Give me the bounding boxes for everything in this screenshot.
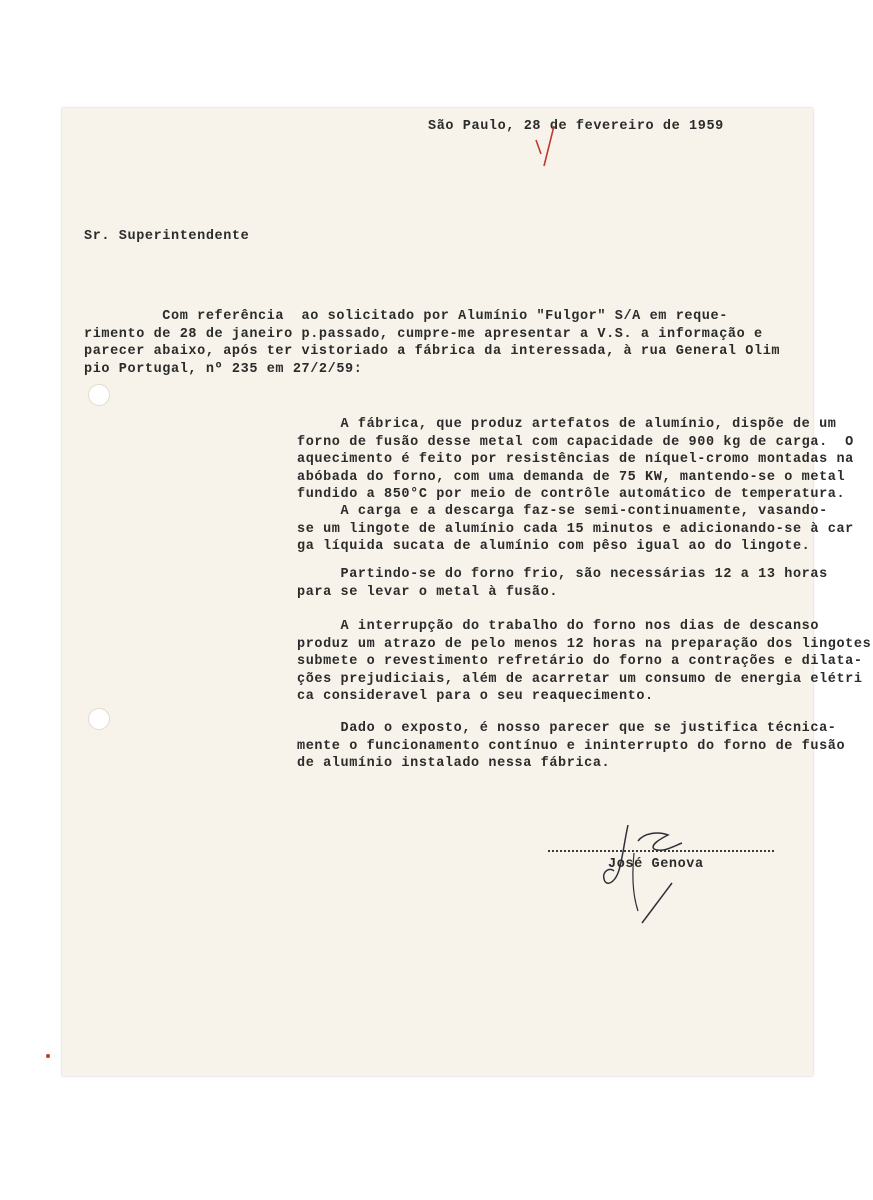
paragraph-heating-time: Partindo-se do forno frio, são necessárias 12 a 13 horas para se levar o metal à fusão. bbox=[297, 567, 828, 600]
paragraph-furnace-description: A fábrica, que produz artefatos de alumínio, dispõe de um forno de fusão desse metal com capacidade de 900 kg de carga. O aquecimento é feito por resistências de níquel-cromo montadas na abóbada do forno, com uma demanda de 75 KW, mantendo-se o metal fundido a 850°C por meio de contrôle automático de temperatura. bbox=[297, 417, 854, 502]
signer-name: José Genova bbox=[608, 857, 704, 872]
salutation: Sr. Superintendente bbox=[84, 229, 250, 244]
letter-page bbox=[62, 108, 872, 1076]
red-speck bbox=[46, 1054, 50, 1058]
place-date: São Paulo, 28 de fevereiro de 1959 bbox=[428, 119, 724, 134]
paragraph-conclusion: Dado o exposto, é nosso parecer que se justifica técnica- mente o funcionamento contínuo e ininterrupto do forno de fusão de alumínio instalado nessa fábrica. bbox=[297, 721, 846, 771]
paragraph-loading: A carga e a descarga faz-se semi-continuamente, vasando- se um lingote de alumínio cada 15 minutos e adicionando-se à car ga líquida sucata de alumínio com pêso igual ao do lingote. bbox=[297, 504, 854, 554]
intro-paragraph: Com referência ao solicitado por Alumínio "Fulgor" S/A em reque- rimento de 28 de janeiro p.passado, cumpre-me apresentar a V.S. a informação e parecer abaixo, após ter vistoriado a fábrica da interessada, à rua General Olim pio Portugal, nº 235 em 27/2/59: bbox=[84, 309, 781, 377]
paragraph-interruption: A interrupção do trabalho do forno nos dias de descanso produz um atrazo de pelo menos 12 horas na preparação dos lingotes submete o revestimento refretário do forno a contrações e dilata- ções prejudiciais, além de acarretar um consumo de energia elétri ca consideravel para o seu reaquecimento. bbox=[297, 619, 872, 704]
punch-hole-bottom bbox=[88, 708, 110, 730]
faint-stamp-mark bbox=[662, 906, 665, 917]
red-check-mark-icon bbox=[532, 120, 562, 172]
punch-hole-top bbox=[88, 384, 110, 406]
handwritten-signature-icon bbox=[598, 813, 710, 925]
